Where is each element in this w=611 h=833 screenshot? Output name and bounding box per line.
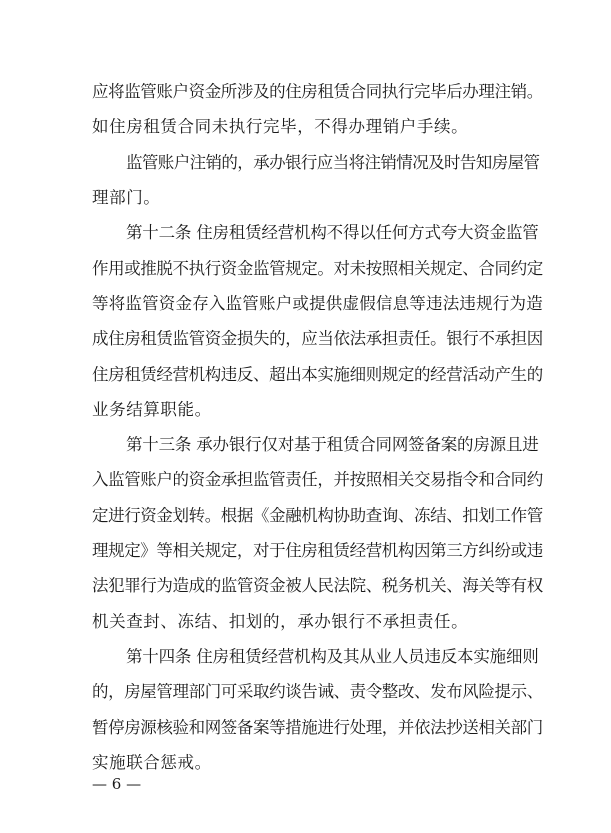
text-line-14: 理规定》等相关规定，对于住房租赁经营机构因第三方纠纷或违 (92, 541, 543, 560)
article-13-heading-line: 第十三条 承办银行仅对基于租赁合同网签备案的房源且进 (126, 435, 539, 454)
text-line-13: 定进行资金划转。根据《金融机构协助查询、冻结、扣划工作管 (92, 506, 543, 525)
text-line-2: 如住房租赁合同未执行完毕，不得办理销户手续。 (92, 117, 469, 136)
text-line-8: 成住房租赁监管资金损失的，应当依法承担责任。银行不承担因 (92, 329, 543, 348)
text-line-6: 作用或推脱不执行资金监管规定。对未按照相关规定、合同约定 (92, 259, 543, 278)
text-line-1: 应将监管账户资金所涉及的住房租赁合同执行完毕后办理注销。 (92, 82, 543, 101)
text-line-18: 的，房屋管理部门可采取约谈告诫、责令整改、发布风险提示、 (92, 682, 543, 701)
text-line-19: 暂停房源核验和网签备案等措施进行处理，并依法抄送相关部门 (92, 718, 543, 737)
text-line-10: 业务结算职能。 (92, 400, 212, 419)
article-12-heading-line: 第十二条 住房租赁经营机构不得以任何方式夸大资金监管 (126, 223, 539, 242)
text-line-20: 实施联合惩戒。 (92, 753, 212, 772)
text-line-7: 等将监管资金存入监管账户或提供虚假信息等违法违规行为造 (92, 294, 543, 313)
text-line-4: 理部门。 (92, 188, 161, 207)
text-line-16: 机关查封、冻结、扣划的，承办银行不承担责任。 (92, 612, 469, 631)
page-number: — 6 — (92, 775, 142, 793)
text-line-15: 法犯罪行为造成的监管资金被人民法院、税务机关、海关等有权 (92, 576, 543, 595)
text-line-9: 住房租赁经营机构违反、超出本实施细则规定的经营活动产生的 (92, 365, 543, 384)
article-14-heading-line: 第十四条 住房租赁经营机构及其从业人员违反本实施细则 (126, 647, 539, 666)
text-line-3: 监管账户注销的，承办银行应当将注销情况及时告知房屋管 (126, 153, 540, 172)
text-line-12: 入监管账户的资金承担监管责任，并按照相关交易指令和合同约 (92, 470, 543, 489)
